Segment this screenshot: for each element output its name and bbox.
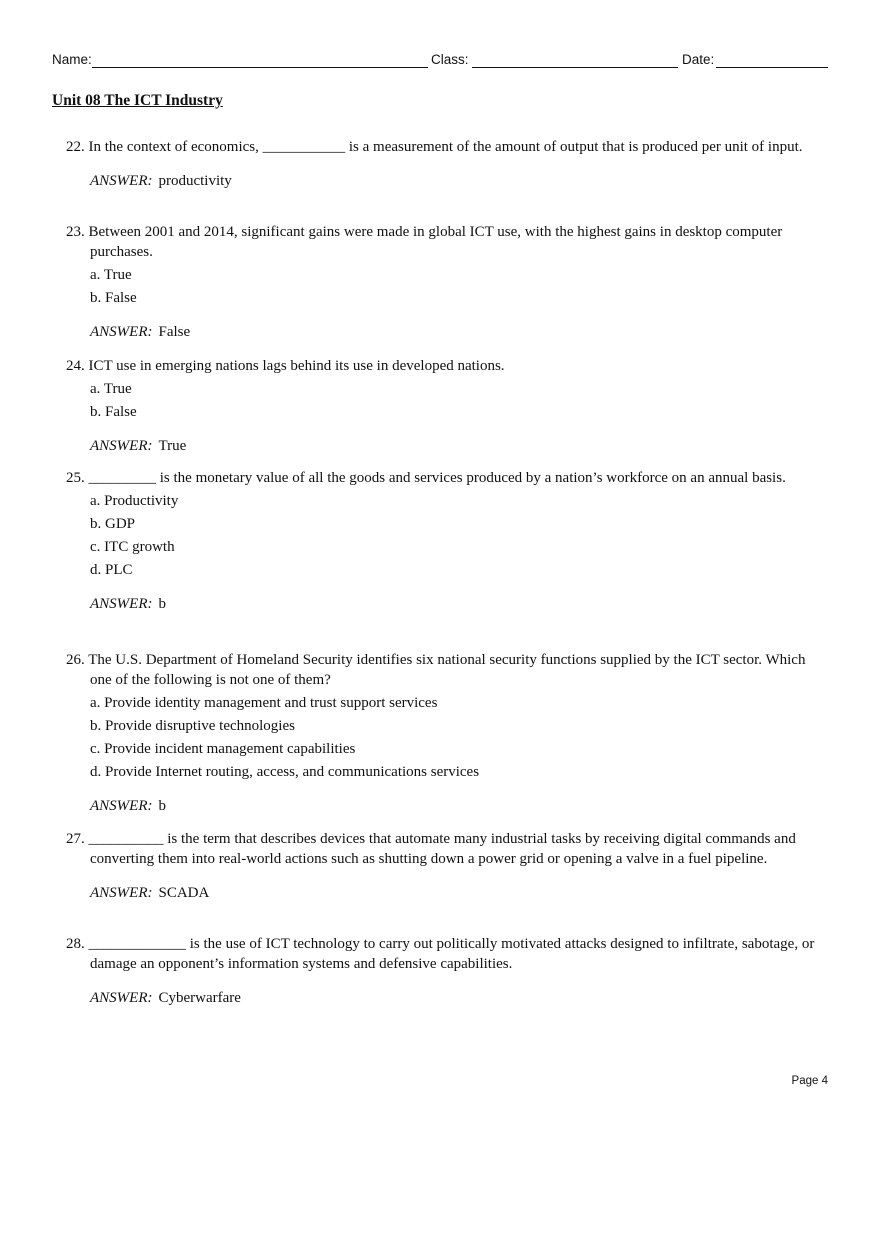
question-22 xyxy=(66,137,818,191)
option-a: a. Provide identity management and trust support services xyxy=(90,695,438,711)
question-27 xyxy=(66,829,818,903)
name-field-line[interactable] xyxy=(92,67,428,68)
answer-value: False xyxy=(158,324,191,340)
answer-line: ANSWER: productivity xyxy=(90,173,232,189)
option-b: b. False xyxy=(90,404,137,420)
option-a: a. True xyxy=(90,267,132,283)
answer-line: ANSWER: b xyxy=(90,596,166,612)
option-c: c. Provide incident management capabilities xyxy=(90,741,356,757)
class-field-line[interactable] xyxy=(472,67,678,68)
answer-value: SCADA xyxy=(158,885,210,901)
question-26 xyxy=(66,650,818,816)
question-stem: 26. The U.S. Department of Homeland Security identifies six national security functions supplied by the ICT sector. Which one of the following is not one of them? xyxy=(66,652,806,688)
option-d: d. Provide Internet routing, access, and communications services xyxy=(90,764,480,780)
option-b: b. GDP xyxy=(90,516,136,532)
question-stem: 23. Between 2001 and 2014, significant gains were made in global ICT use, with the highest gains in desktop computer purchases. xyxy=(66,224,783,260)
option-a: a. Productivity xyxy=(90,493,179,509)
answer-value: b xyxy=(158,596,166,612)
answer-line: ANSWER: False xyxy=(90,324,191,340)
option-a: a. True xyxy=(90,381,132,397)
option-d: d. PLC xyxy=(90,562,133,578)
page-number: Page 4 xyxy=(791,1075,828,1087)
worksheet-header xyxy=(52,52,828,72)
answer-line: ANSWER: Cyberwarfare xyxy=(90,990,241,1006)
answer-value: productivity xyxy=(158,173,232,189)
unit-title: Unit 08 The ICT Industry xyxy=(52,92,223,109)
answer-line: ANSWER: b xyxy=(90,798,166,814)
answer-line: ANSWER: SCADA xyxy=(90,885,210,901)
name-label: Name: xyxy=(52,52,92,67)
option-c: c. ITC growth xyxy=(90,539,175,555)
date-label: Date: xyxy=(682,52,715,67)
date-field-line[interactable] xyxy=(716,67,828,68)
question-stem: 28. _____________ is the use of ICT technology to carry out politically motivated attacks designed to infiltrate, sabotage, or damage an opponent’s information systems and defensive capabilities. xyxy=(66,936,815,972)
answer-value: b xyxy=(158,798,166,814)
option-b: b. Provide disruptive technologies xyxy=(90,718,295,734)
answer-value: True xyxy=(158,438,187,454)
question-stem: 25. _________ is the monetary value of all the goods and services produced by a nation’s workforce on an annual basis. xyxy=(66,470,786,486)
question-stem: 22. In the context of economics, ___________ is a measurement of the amount of output that is produced per unit of input. xyxy=(66,139,803,155)
question-28 xyxy=(66,934,818,1008)
question-stem: 24. ICT use in emerging nations lags behind its use in developed nations. xyxy=(66,358,505,374)
question-24 xyxy=(66,356,818,456)
question-23 xyxy=(66,222,818,342)
option-b: b. False xyxy=(90,290,137,306)
question-stem: 27. __________ is the term that describes devices that automate many industrial tasks by receiving digital commands and converting them into real-world actions such as shutting down a power grid or opening a valve in a fuel pipeline. xyxy=(66,831,796,867)
answer-value: Cyberwarfare xyxy=(158,990,241,1006)
class-label: Class: xyxy=(431,52,469,67)
question-25 xyxy=(66,468,818,614)
answer-line: ANSWER: True xyxy=(90,438,187,454)
